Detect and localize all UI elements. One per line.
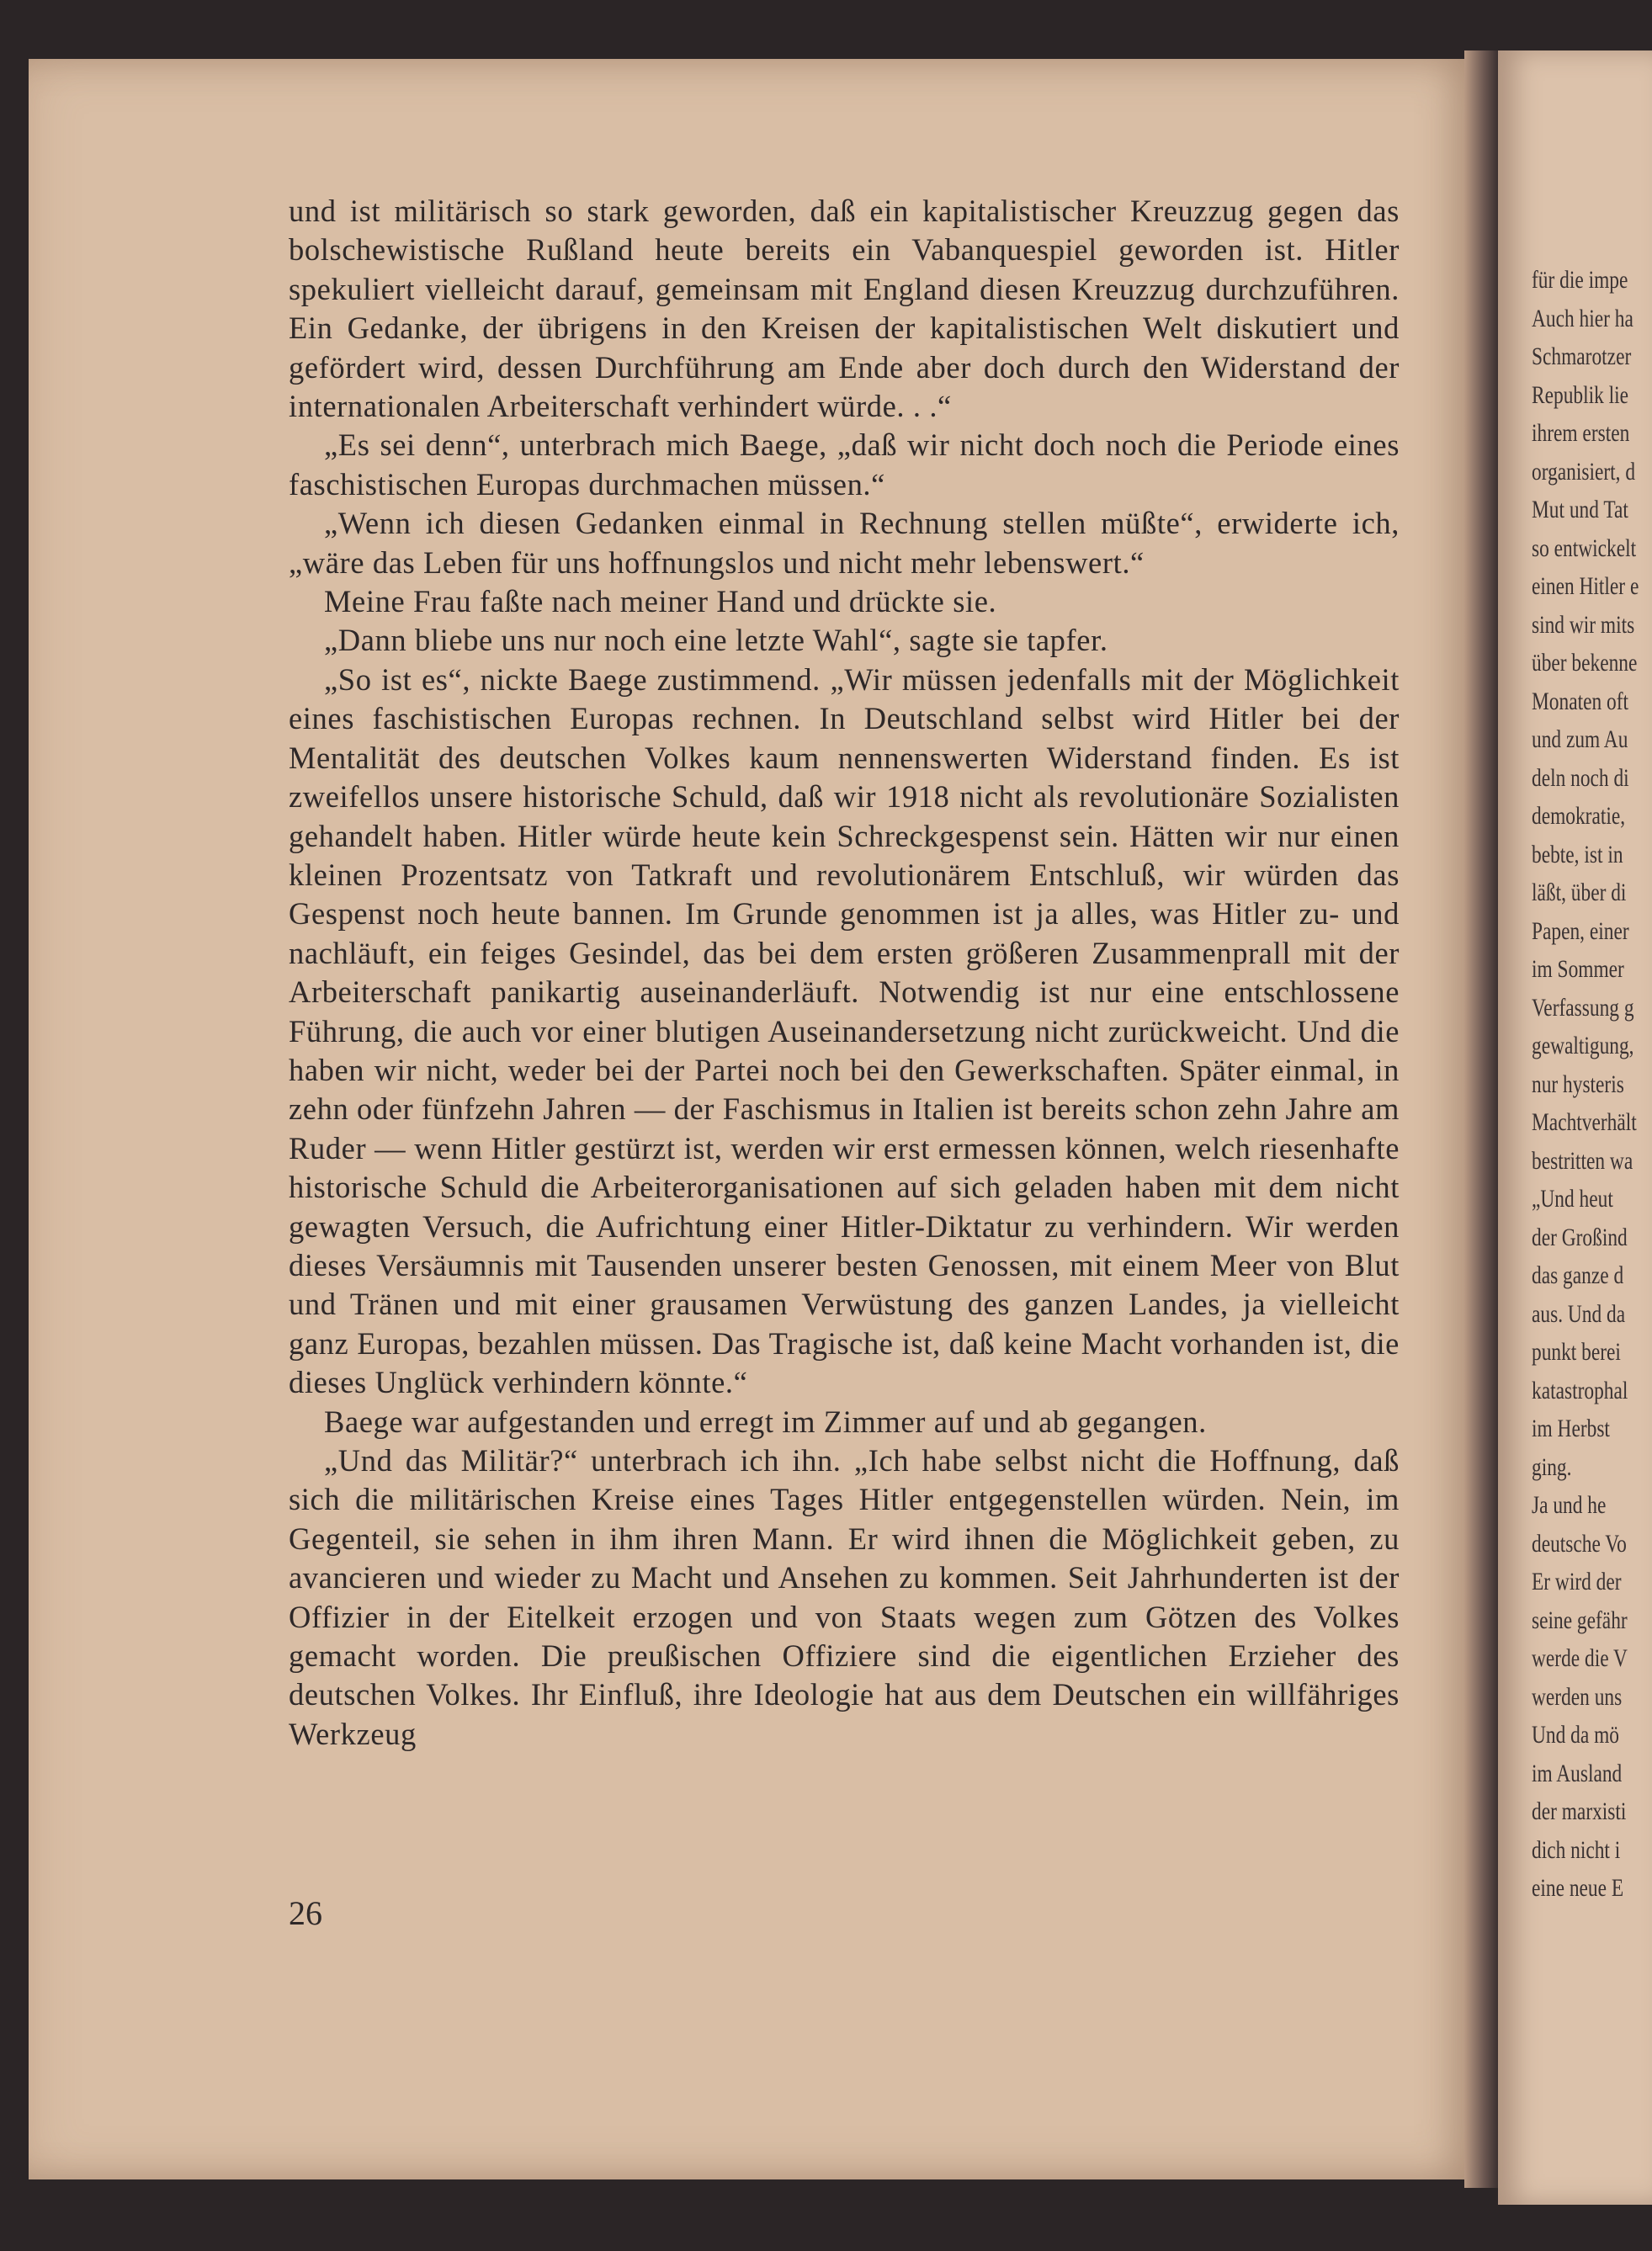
right-page-line: Verfassung g: [1532, 993, 1634, 1022]
right-page-line: der Großind: [1532, 1223, 1628, 1251]
right-page-line: ihrem ersten: [1532, 419, 1630, 447]
right-page-line: Er wird der: [1532, 1568, 1622, 1595]
paragraph: „Wenn ich diesen Gedanken einmal in Rechnung stellen müßte“, erwiderte ich, „wäre das Leben für uns hoffnungslos und nicht mehr lebenswert.“: [289, 506, 1400, 580]
right-page-line: katastrophal: [1532, 1376, 1628, 1404]
right-page-line: läßt, über di: [1532, 879, 1627, 906]
paragraph: „So ist es“, nickte Baege zustimmend. „Wir müssen jedenfalls mit der Möglichkeit eines faschistischen Europas rechnen. In Deutschland selbst wird Hitler bei der Mentalität des deutschen Volkes kaum nennenswerten Widerstand finden. Es ist zweifellos unsere historische Schuld, daß wir 1918 nicht als revolutionäre Sozialisten gehandelt haben. Hitler würde heute kein Schreckgespenst sein. Hätten wir nur einen kleinen Prozentsatz von Tatkraft und revolutionärem Entschluß, wir würden das Gespenst noch heute bannen. Im Grunde genommen ist ja alles, was Hitler zu- und nachläuft, ein feiges Gesindel, das bei dem ersten größeren Zusammenprall mit der Arbeiterschaft panikartig auseinanderläuft. Notwendig ist nur eine entschlossene Führung, die auch vor einer blutigen Auseinandersetzung nicht zurückweicht. Und die haben wir nicht, weder bei der Partei noch bei den Gewerkschaften. Später einmal, in zehn oder fünfzehn Jahren — der Faschismus in Italien ist bereits schon zehn Jahre am Ruder — wenn Hitler gestürzt ist, werden wir erst ermessen können, welch riesenhafte historische Schuld die Arbeiterorganisationen auf sich geladen haben mit dem nicht gewagten Versuch, die Aufrichtung einer Hitler-Diktatur zu verhindern. Wir werden dieses Versäumnis mit Tausenden unserer besten Genossen, mit einem Meer von Blut und Tränen und mit einer grausamen Verwüstung des ganzen Landes, ja vielleicht ganz Europas, bezahlen müssen. Das Tragische ist, daß keine Macht vorhanden ist, die dieses Unglück verhindern könnte.“: [289, 661, 1400, 1400]
right-page-line: Auch hier ha: [1532, 304, 1633, 332]
right-page-line: und zum Au: [1532, 725, 1628, 753]
right-page-line: organisiert, d: [1532, 457, 1636, 486]
right-page-line: bestritten wa: [1532, 1146, 1633, 1175]
right-page-line: werde die V: [1532, 1644, 1628, 1672]
right-page-line: für die impe: [1532, 266, 1628, 294]
paragraph: „Es sei denn“, unterbrach mich Baege, „daß wir nicht doch noch die Periode eines faschistischen Europas durchmachen müssen.“: [289, 427, 1400, 502]
right-page-line: so entwickelt: [1532, 534, 1637, 562]
right-page-line: Mut und Tat: [1532, 496, 1628, 523]
right-page-line: im Herbst: [1532, 1415, 1610, 1442]
right-page-line: sind wir mits: [1532, 610, 1635, 639]
right-page-line: deln noch di: [1532, 763, 1629, 792]
right-page-line: deutsche Vo: [1532, 1529, 1627, 1558]
right-page-line: Schmarotzer: [1532, 342, 1632, 370]
right-page-line: gewaltigung,: [1532, 1032, 1634, 1059]
body-text: [289, 192, 1400, 1754]
right-page-line: Machtverhält: [1532, 1108, 1637, 1136]
right-page-line: punkt berei: [1532, 1338, 1621, 1366]
page-number: 26: [289, 1894, 322, 1932]
right-page-line: demokratie,: [1532, 802, 1626, 830]
right-page-line: Und da mö: [1532, 1721, 1619, 1749]
paragraph: „Dann bliebe uns nur noch eine letzte Wahl“, sagte sie tapfer.: [324, 623, 1108, 658]
right-page-text: [1532, 261, 1652, 1908]
right-page-line: „Und heut: [1532, 1185, 1613, 1213]
right-page-line: Ja und he: [1532, 1491, 1607, 1519]
book-gutter: [1464, 50, 1498, 2188]
right-page-line: über bekenne: [1532, 649, 1638, 677]
right-page-line: einen Hitler e: [1532, 572, 1639, 600]
right-page-line: Monaten oft: [1532, 687, 1629, 715]
paragraph: „Und das Militär?“ unterbrach ich ihn. „Ich habe selbst nicht die Hoffnung, daß sich die militärischen Kreise eines Tages Hitler entgegenstellen würden. Nein, im Gegenteil, sie sehen in ihm ihren Mann. Er wird ihnen die Möglichkeit geben, zu avancieren und wieder zu Macht und Ansehen zu kommen. Seit Jahrhunderten ist der Offizier in der Eitelkeit erzogen und von Staats wegen zum Götzen des Volkes gemacht worden. Die preußischen Offiziere sind die eigentlichen Erzieher des deutschen Volkes. Ihr Einfluß, ihre Ideologie hat aus dem Deutschen ein willfähriges Werkzeug: [289, 1443, 1400, 1751]
paragraph: Meine Frau faßte nach meiner Hand und drückte sie.: [324, 584, 997, 619]
right-page-line: bebte, ist in: [1532, 840, 1623, 868]
right-page-line: seine gefähr: [1532, 1606, 1628, 1634]
right-page-line: im Sommer: [1532, 955, 1624, 983]
right-page-line: nur hysteris: [1532, 1070, 1624, 1098]
right-page-line: Republik lie: [1532, 380, 1629, 409]
right-page-line: werden uns: [1532, 1682, 1623, 1711]
right-page-line: aus. Und da: [1532, 1299, 1626, 1328]
paragraph: Baege war aufgestanden und erregt im Zimmer auf und ab gegangen.: [324, 1404, 1207, 1439]
right-page: [1498, 50, 1652, 2205]
right-page-line: ging.: [1532, 1452, 1572, 1481]
paragraph: und ist militärisch so stark geworden, daß ein kapitalistischer Kreuzzug gegen das bolschewistische Rußland heute bereits ein Vabanquespiel geworden ist. Hitler spekuliert vielleicht darauf, gemeinsam mit England diesen Kreuzzug durchzuführen. Ein Gedanke, der übrigens in den Kreisen der kapitalistischen Welt diskutiert und gefördert wird, dessen Durchführung am Ende aber doch durch den Widerstand der internationalen Arbeiterschaft verhindert würde. . .“: [289, 194, 1400, 424]
right-page-line: das ganze d: [1532, 1261, 1624, 1289]
right-page-line: Papen, einer: [1532, 916, 1629, 945]
right-page-line: dich nicht i: [1532, 1835, 1621, 1864]
right-page-line: eine neue E: [1532, 1874, 1624, 1902]
right-page-line: im Ausland: [1532, 1759, 1623, 1787]
right-page-line: der marxisti: [1532, 1797, 1627, 1825]
